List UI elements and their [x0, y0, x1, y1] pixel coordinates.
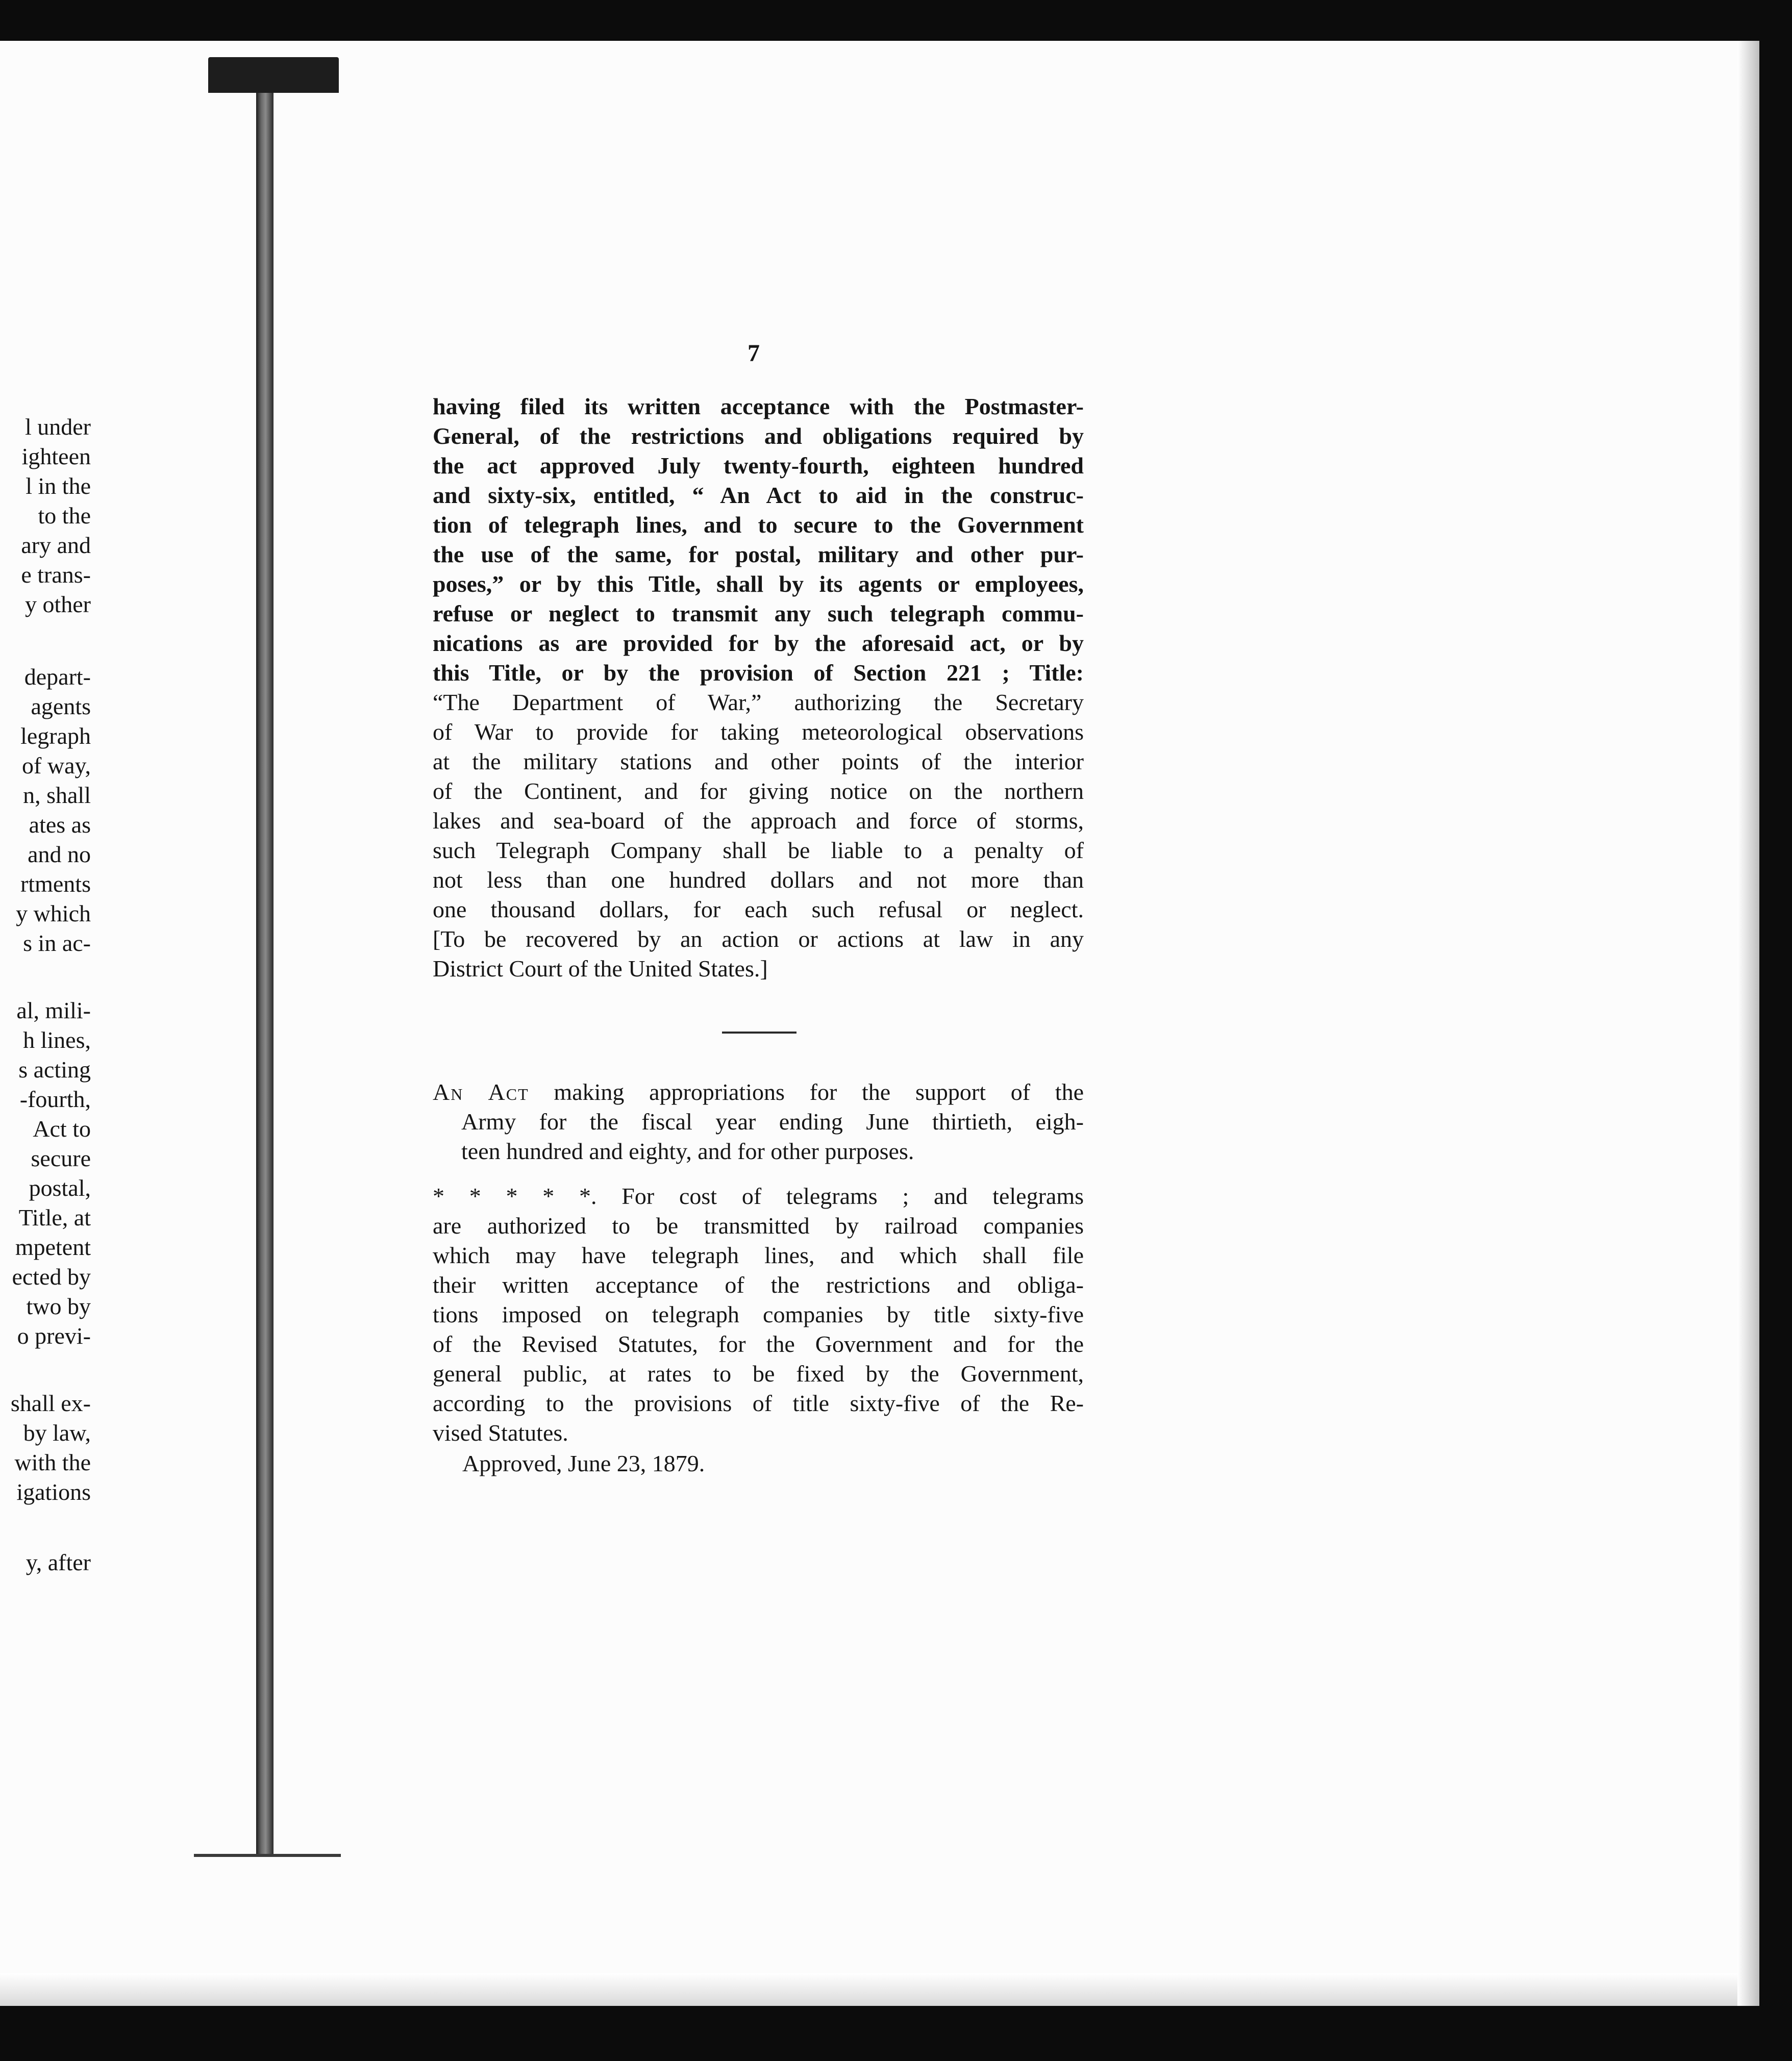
binding-gutter-cap [208, 57, 339, 93]
scan-right-border [1759, 0, 1792, 2061]
text-line: refuse or neglect to transmit any such telegraph commu- [433, 600, 1084, 626]
text-line: are authorized to be transmitted by railroad companies [433, 1213, 1084, 1239]
text-line: General, of the restrictions and obligations required by [433, 423, 1084, 449]
act-title-line-1-text: making appropriations for the support of the [529, 1079, 1084, 1105]
paragraph-telegrams [433, 1182, 1084, 1448]
binding-gutter-base [194, 1854, 341, 1857]
act-title-line [433, 1077, 1084, 1107]
act-title [433, 1077, 1084, 1166]
text-line: the use of the same, for postal, military and other pur- [433, 541, 1084, 567]
text-line: according to the provisions of title sixty-five of the Re- [433, 1390, 1084, 1416]
left-page-fragment-5: y, after [26, 1549, 91, 1575]
text-line: at the military stations and other points of the interior [433, 748, 1084, 774]
left-page-fragment-4: shall ex- by law, with the igations [10, 1390, 91, 1505]
text-line: the act approved July twenty-fourth, eighteen hundred [433, 453, 1084, 479]
paragraph-penalty [433, 392, 1084, 984]
page-number: 7 [748, 340, 760, 367]
text-line: [To be recovered by an action or actions at law in any [433, 926, 1084, 952]
act-title-line: Army for the fiscal year ending June thirtieth, eigh- [461, 1109, 1084, 1135]
text-line: “The Department of War,” authorizing the Secretary [433, 689, 1084, 715]
section-divider [722, 1032, 797, 1034]
text-line: poses,” or by this Title, shall by its agents or employees, [433, 571, 1084, 597]
text-line: their written acceptance of the restrictions and obliga- [433, 1272, 1084, 1298]
text-line: not less than one hundred dollars and not more than [433, 867, 1084, 893]
left-page-fragment-2: depart- agents legraph of way, n, shall ates as and no rtments y which s in ac- [16, 664, 91, 956]
text-line: * * * * *. For cost of telegrams ; and telegrams [433, 1183, 1084, 1209]
left-page-fragment-1: l under ighteen l in the to the ary and e trans- y other [21, 414, 91, 617]
text-line: general public, at rates to be fixed by the Government, [433, 1361, 1084, 1387]
page-bottom-shadow [0, 1973, 1759, 2006]
binding-gutter [256, 93, 273, 1855]
approval-date: Approved, June 23, 1879. [462, 1450, 705, 1476]
text-line: and sixty-six, entitled, “ An Act to aid in the construc- [433, 482, 1084, 508]
text-line: such Telegraph Company shall be liable to a penalty of [433, 837, 1084, 863]
left-page-fragment-3: al, mili- h lines, s acting -fourth, Act to secure postal, Title, at mpetent ected by two by o previ- [12, 997, 91, 1349]
text-line: this Title, or by the provision of Section 221 ; Title: [433, 660, 1084, 686]
text-line: of the Continent, and for giving notice on the northern [433, 778, 1084, 804]
text-line: having filed its written acceptance with the Postmaster- [433, 393, 1084, 419]
text-line: of War to provide for taking meteorological observations [433, 719, 1084, 745]
text-line: of the Revised Statutes, for the Government and for the [433, 1331, 1084, 1357]
text-line: which may have telegraph lines, and which shall file [433, 1242, 1084, 1268]
text-line: nications as are provided for by the aforesaid act, or by [433, 630, 1084, 656]
text-line: District Court of the United States.] [433, 956, 768, 982]
scan-top-border [0, 0, 1792, 41]
text-line: vised Statutes. [433, 1420, 568, 1446]
act-title-line: teen hundred and eighty, and for other purposes. [461, 1138, 914, 1164]
page-right-shadow [1737, 41, 1759, 2006]
text-line: one thousand dollars, for each such refusal or neglect. [433, 896, 1084, 922]
act-title-lead: An Act [433, 1079, 529, 1105]
text-line: tion of telegraph lines, and to secure to the Government [433, 512, 1084, 538]
text-line: lakes and sea-board of the approach and force of storms, [433, 808, 1084, 834]
text-line: tions imposed on telegraph companies by title sixty-five [433, 1301, 1084, 1327]
scan-bottom-border [0, 2006, 1792, 2061]
